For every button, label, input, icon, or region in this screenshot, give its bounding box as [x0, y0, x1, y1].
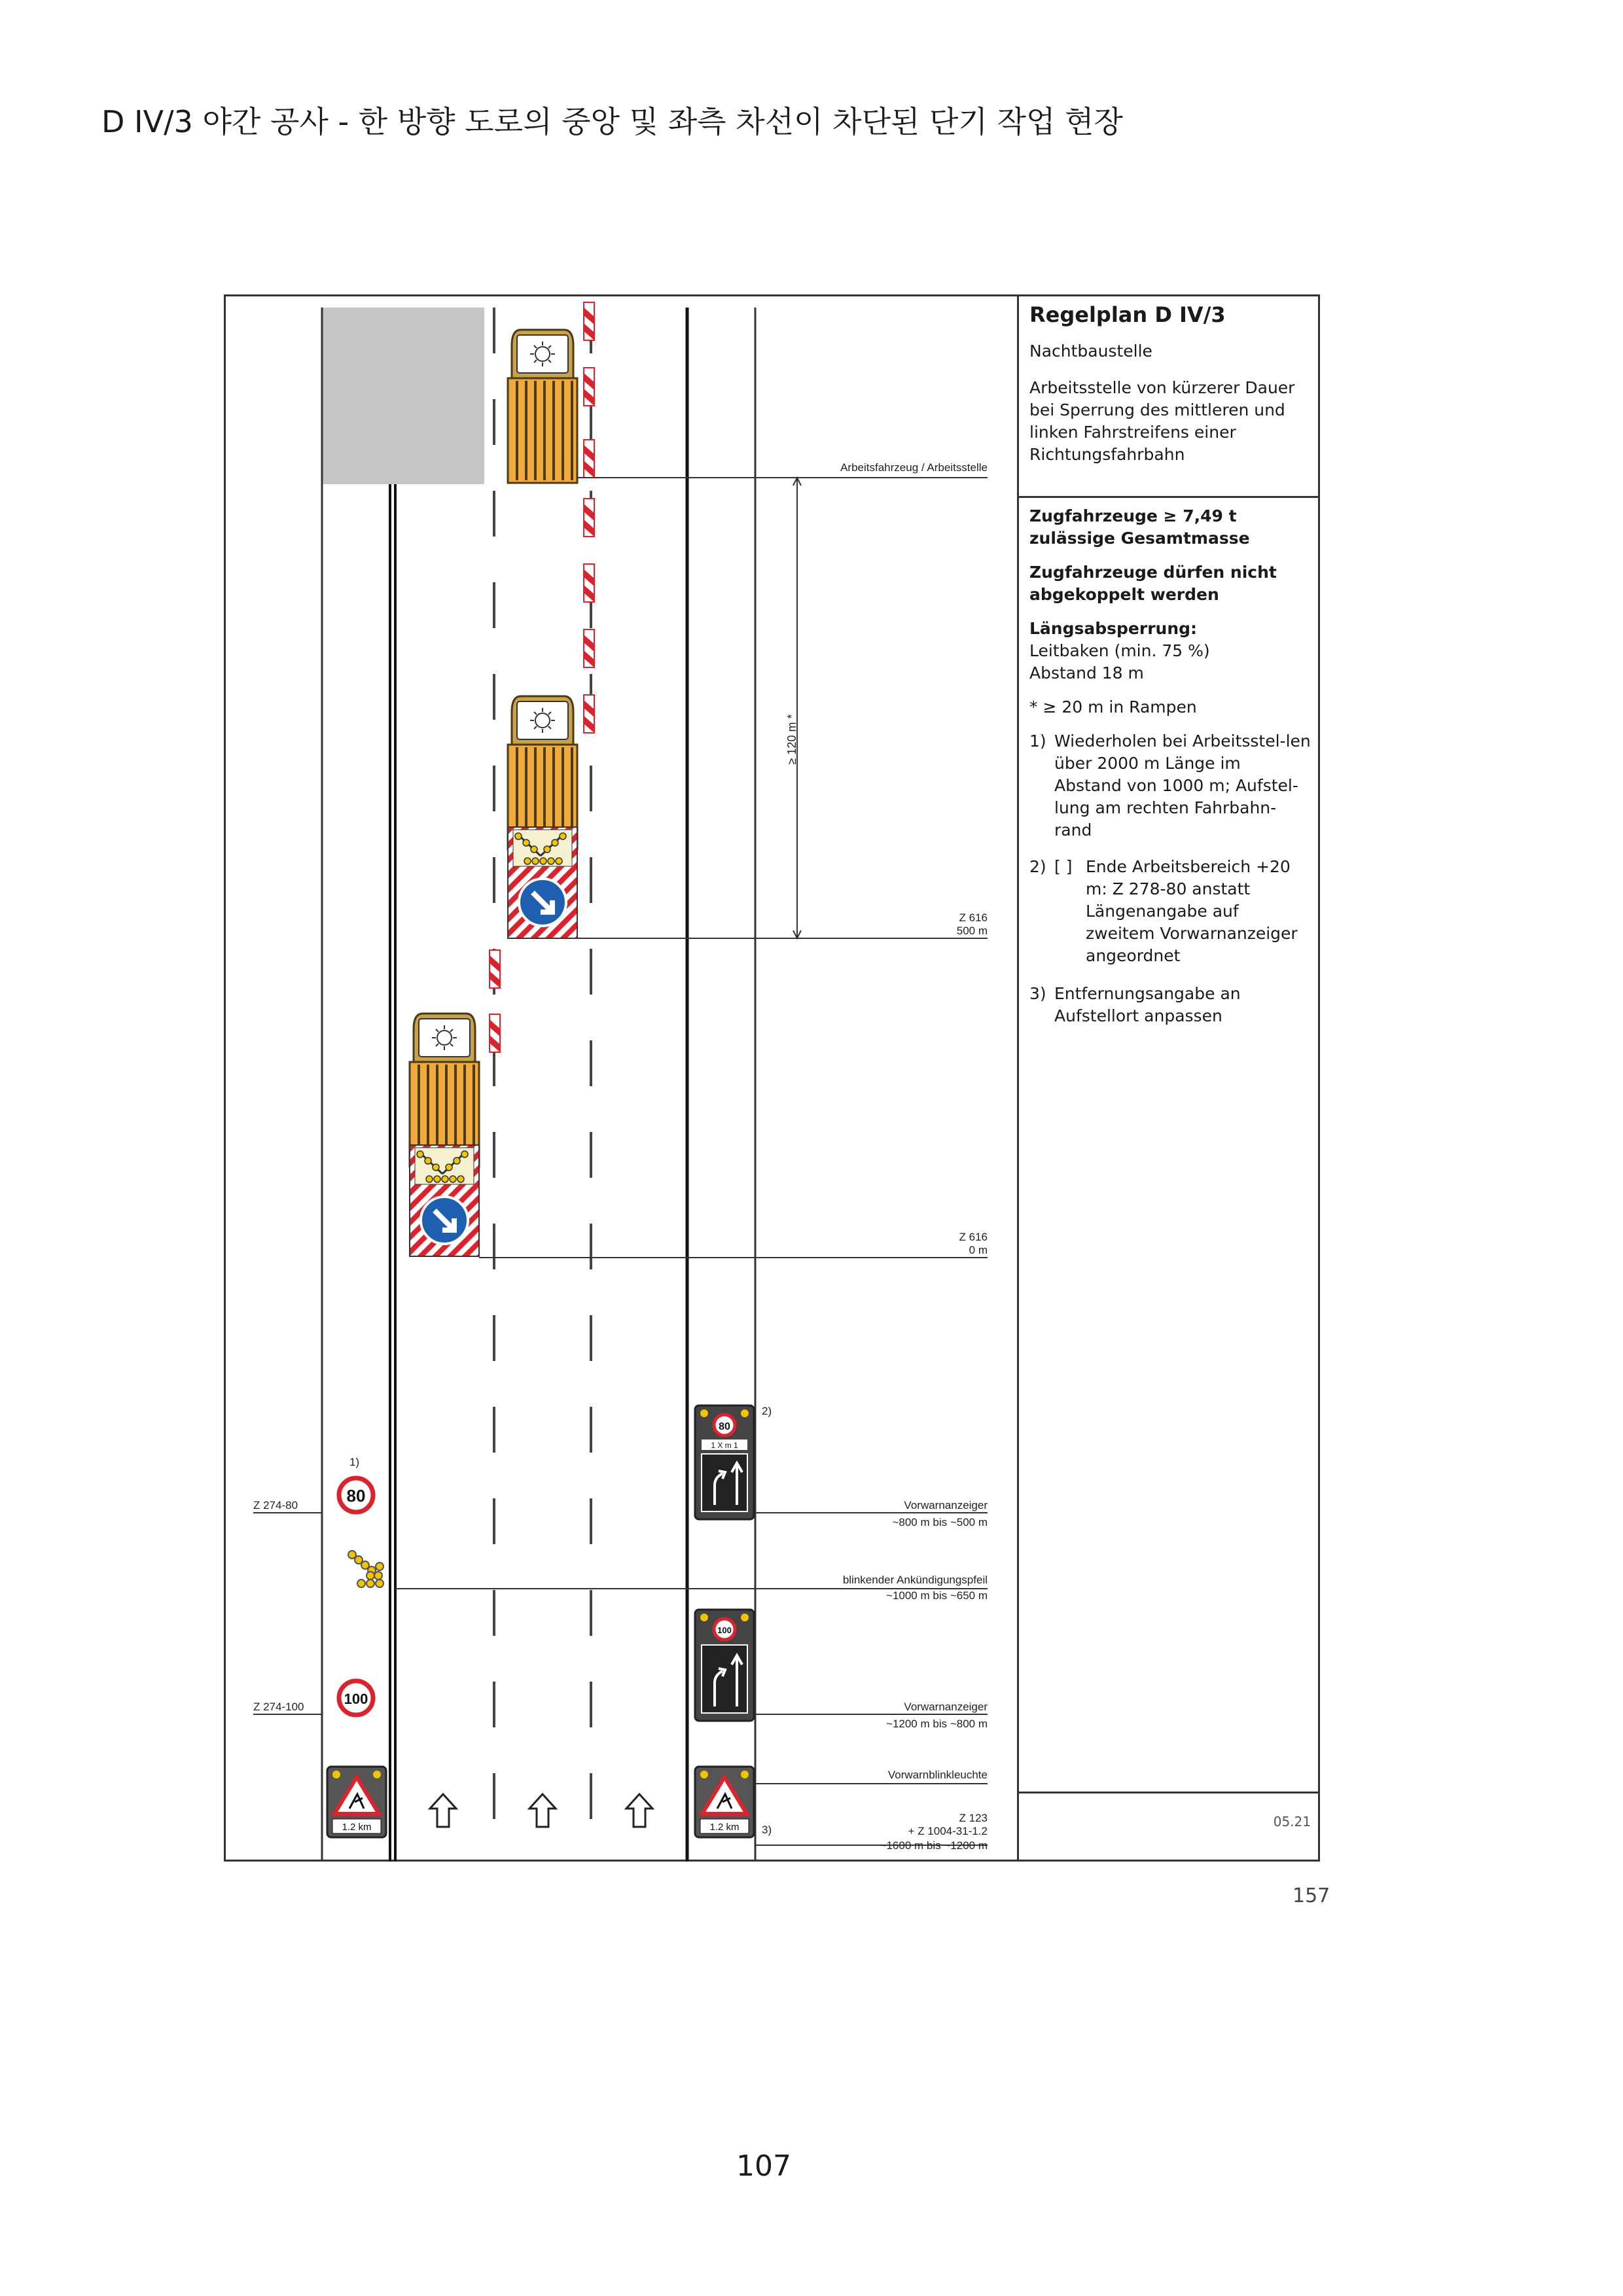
- note-1-text: Wiederholen bei Arbeitsstel-len über 2000 m Länge im Abstand von 1000 m; Aufstel-lung am rechten Fahrbahn-rand: [1054, 732, 1311, 839]
- distance-label: ≥ 120 m *: [785, 714, 798, 765]
- page-footer-number: 107: [736, 2149, 791, 2183]
- arrow-board-trailer-2: [410, 1145, 479, 1256]
- note-2-bracket: [ ]: [1054, 857, 1073, 876]
- guide-beacon: [584, 564, 594, 602]
- label-vorwarn1: Vorwarnanzeiger: [904, 1499, 988, 1511]
- note-3-number: 3): [1029, 984, 1046, 1003]
- footnote-1-marker: 1): [349, 1456, 360, 1468]
- note-1-number: 1): [1029, 732, 1046, 751]
- blinking-announcement-arrow: [348, 1551, 383, 1587]
- note-1: [1029, 730, 1311, 841]
- label-z616-a-dist: 500 m: [956, 925, 988, 937]
- side-panel: [1017, 294, 1320, 1862]
- board-distance-text: 1 X m 1: [711, 1441, 738, 1450]
- guide-beacon: [584, 302, 594, 340]
- guide-beacon: [584, 440, 594, 478]
- label-vorwarn2-dist: ~1200 m bis ~800 m: [886, 1718, 988, 1730]
- label-z616-b: Z 616: [959, 1231, 988, 1243]
- board-80-text: 80: [719, 1421, 730, 1432]
- note-longitudinal-title: Längsabsperrung:: [1029, 619, 1198, 638]
- note-coupled: Zugfahrzeuge dürfen nicht abgekoppelt werden: [1029, 563, 1277, 604]
- board-100-text: 100: [717, 1625, 732, 1635]
- lane-arrow-middle: [529, 1794, 556, 1827]
- note-2-text: Ende Arbeitsbereich +20 m: Z 278-80 anstatt Längenangabe auf zweitem Vorwarnanzeiger angeordnet: [1086, 857, 1298, 965]
- note-weight: Zugfahrzeuge ≥ 7,49 t zulässige Gesamtmasse: [1029, 506, 1250, 548]
- km-right-text: 1.2 km: [709, 1822, 740, 1833]
- note-ramps: * ≥ 20 m in Rampen: [1029, 698, 1197, 716]
- label-vorwarn1-dist: ~800 m bis ~500 m: [892, 1516, 988, 1528]
- km-left-text: 1.2 km: [342, 1822, 372, 1833]
- label-z274-100: Z 274-100: [253, 1701, 304, 1713]
- speed-80-text: 80: [346, 1486, 366, 1506]
- panel-divider-bottom: [1019, 1792, 1320, 1793]
- speed-limit-80-sign: [339, 1478, 373, 1512]
- safety-trailer-1: [508, 696, 577, 849]
- guide-beacon: [490, 1014, 500, 1052]
- label-arrow-announce: blinkender Ankündigungspfeil: [842, 1574, 988, 1586]
- page-heading: D IV/3 야간 공사 - 한 방향 도로의 중앙 및 좌측 차선이 차단된 단기 작업 현장: [101, 104, 1123, 139]
- note-3: [1029, 983, 1311, 1027]
- footnote-3-marker: 3): [762, 1824, 772, 1836]
- roadworks-sign-right: [695, 1767, 754, 1837]
- roadworks-sign-left: [327, 1767, 386, 1837]
- label-z616-b-dist: 0 m: [969, 1244, 988, 1256]
- guide-beacon: [584, 629, 594, 667]
- guide-beacon: [584, 695, 594, 733]
- traffic-plan-svg: [224, 294, 1017, 1862]
- advance-warning-board-2: [695, 1610, 754, 1721]
- footnote-2-marker: 2): [762, 1405, 772, 1417]
- note-longitudinal-line2: Abstand 18 m: [1029, 663, 1144, 682]
- traffic-plan-diagram: [224, 294, 1017, 1862]
- guide-beacon: [490, 950, 500, 988]
- panel-subtitle: Nachtbaustelle: [1029, 342, 1152, 361]
- note-2: [1029, 856, 1311, 967]
- frame-page-number: 157: [1293, 1884, 1330, 1907]
- label-z616-a: Z 616: [959, 911, 988, 924]
- panel-title: Regelplan D IV/3: [1029, 302, 1226, 327]
- label-z123-dist: ~1600 m bis ~1200 m: [880, 1839, 988, 1852]
- label-z274-80: Z 274-80: [253, 1499, 298, 1511]
- advance-warning-board-1: [695, 1405, 754, 1519]
- label-arrow-announce-dist: ~1000 m bis ~650 m: [886, 1589, 988, 1602]
- panel-description: Arbeitsstelle von kürzerer Dauer bei Sperrung des mittleren und linken Fahrstreifens einer Richtungsfahrbahn: [1029, 378, 1295, 464]
- panel-divider-top: [1019, 496, 1320, 498]
- work-vehicle-trailer: [508, 330, 577, 483]
- lane-arrow-left: [626, 1794, 652, 1827]
- label-vorwarn2: Vorwarnanzeiger: [904, 1701, 988, 1713]
- speed-limit-100-sign: [339, 1681, 373, 1715]
- safety-trailer-2: [410, 1014, 479, 1167]
- work-area: [322, 308, 484, 484]
- arrow-board-trailer-1: [508, 827, 577, 938]
- label-work-vehicle: Arbeitsfahrzeug / Arbeitsstelle: [840, 461, 988, 474]
- label-z123-extra: + Z 1004-31-1.2: [908, 1825, 988, 1837]
- speed-100-text: 100: [344, 1691, 368, 1707]
- panel-date: 05.21: [1273, 1814, 1311, 1829]
- note-longitudinal-line1: Leitbaken (min. 75 %): [1029, 641, 1210, 660]
- label-z123: Z 123: [959, 1812, 988, 1824]
- note-2-number: 2): [1029, 857, 1046, 876]
- label-blink-light: Vorwarnblinkleuchte: [887, 1769, 988, 1781]
- note-3-text: Entfernungsangabe an Aufstellort anpassen: [1054, 984, 1241, 1025]
- guide-beacon: [584, 368, 594, 406]
- guide-beacon: [584, 499, 594, 537]
- lane-arrow-right: [430, 1794, 456, 1827]
